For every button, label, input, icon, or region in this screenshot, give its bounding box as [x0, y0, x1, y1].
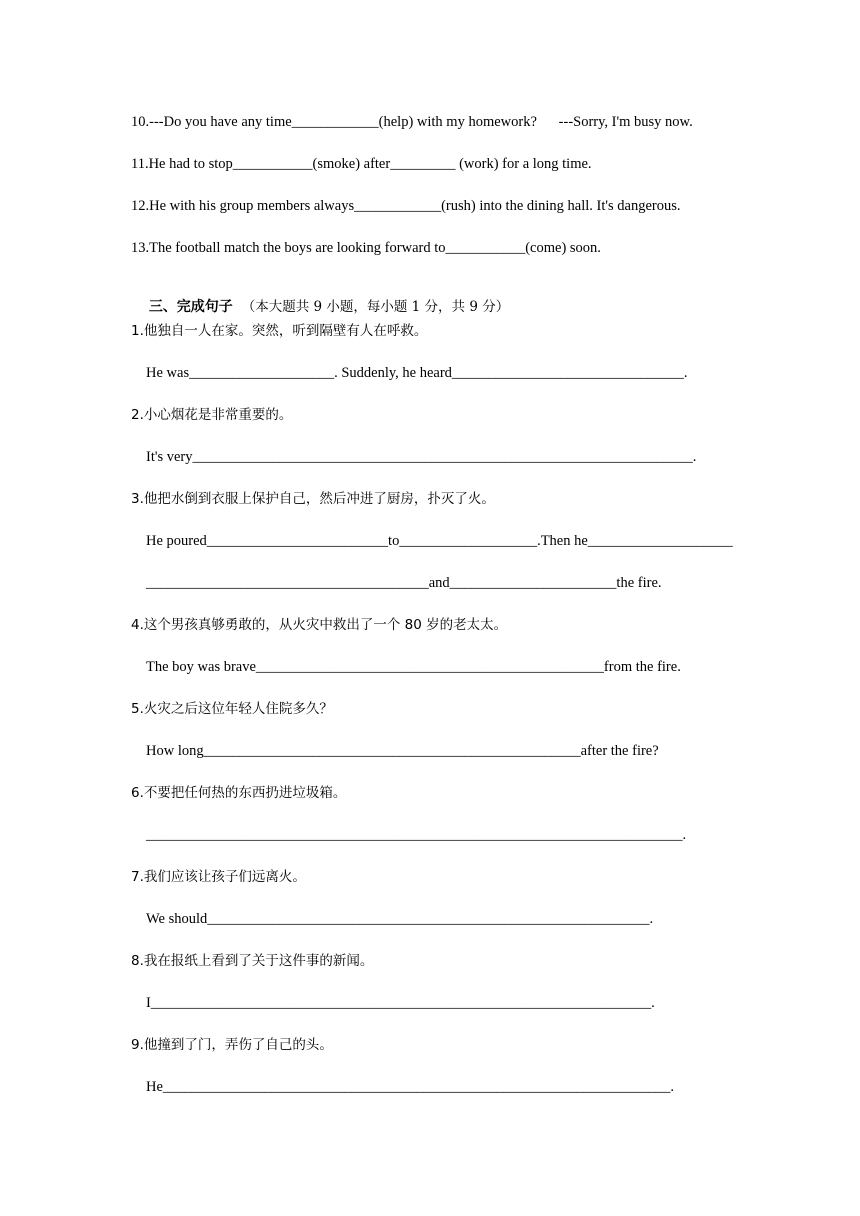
- fill-blank-question-12: 12.He with his group members always____________(rush) into the dining hall. It's dangerous.: [131, 198, 681, 214]
- fill-blank-question-13: 13.The football match the boys are looking forward to___________(come) soon.: [131, 240, 601, 256]
- section-heading: [131, 280, 510, 315]
- question-4-prompt: 4.这个男孩真够勇敢的，从火灾中救出了一个 80 岁的老太太。: [131, 617, 508, 633]
- section-note: （本大题共 9 小题，每小题 1 分，共 9 分）: [241, 299, 510, 315]
- question-7-answer-line: We should_____________________________________________________________.: [146, 911, 654, 927]
- section-title: 三、完成句子: [148, 299, 233, 315]
- question-3-prompt: 3.他把水倒到衣服上保护自己，然后冲进了厨房，扑灭了火。: [131, 491, 495, 507]
- question-6-answer-line: __________________________________________________________________________.: [146, 827, 687, 843]
- fill-blank-question-10: 10.---Do you have any time____________(help) with my homework? ---Sorry, I'm busy now.: [131, 114, 693, 130]
- question-1-prompt: 1.他独自一人在家。突然，听到隔壁有人在呼救。: [131, 323, 428, 339]
- question-5-answer-line: How long____________________________________________________after the fire?: [146, 743, 659, 759]
- question-1-answer-line: He was____________________. Suddenly, he heard________________________________.: [146, 365, 688, 381]
- question-8-prompt: 8.我在报纸上看到了关于这件事的新闻。: [131, 953, 374, 969]
- question-2-answer-line: It's very_____________________________________________________________________.: [146, 449, 697, 465]
- question-3-answer-line-2: _______________________________________and_______________________the fire.: [146, 575, 662, 591]
- question-3-answer-line-1: He poured_________________________to___________________.Then he____________________: [146, 533, 733, 549]
- question-8-answer-line: I_____________________________________________________________________.: [146, 995, 655, 1011]
- question-4-answer-line: The boy was brave________________________________________________from the fire.: [146, 659, 681, 675]
- question-2-prompt: 2.小心烟花是非常重要的。: [131, 407, 293, 423]
- question-6-prompt: 6.不要把任何热的东西扔进垃圾箱。: [131, 785, 347, 801]
- question-9-prompt: 9.他撞到了门，弄伤了自己的头。: [131, 1037, 333, 1053]
- question-5-prompt: 5.火灾之后这位年轻人住院多久？: [131, 701, 333, 717]
- question-7-prompt: 7.我们应该让孩子们远离火。: [131, 869, 306, 885]
- fill-blank-question-11: 11.He had to stop___________(smoke) after_________ (work) for a long time.: [131, 156, 592, 172]
- question-9-answer-line: He______________________________________________________________________.: [146, 1079, 675, 1095]
